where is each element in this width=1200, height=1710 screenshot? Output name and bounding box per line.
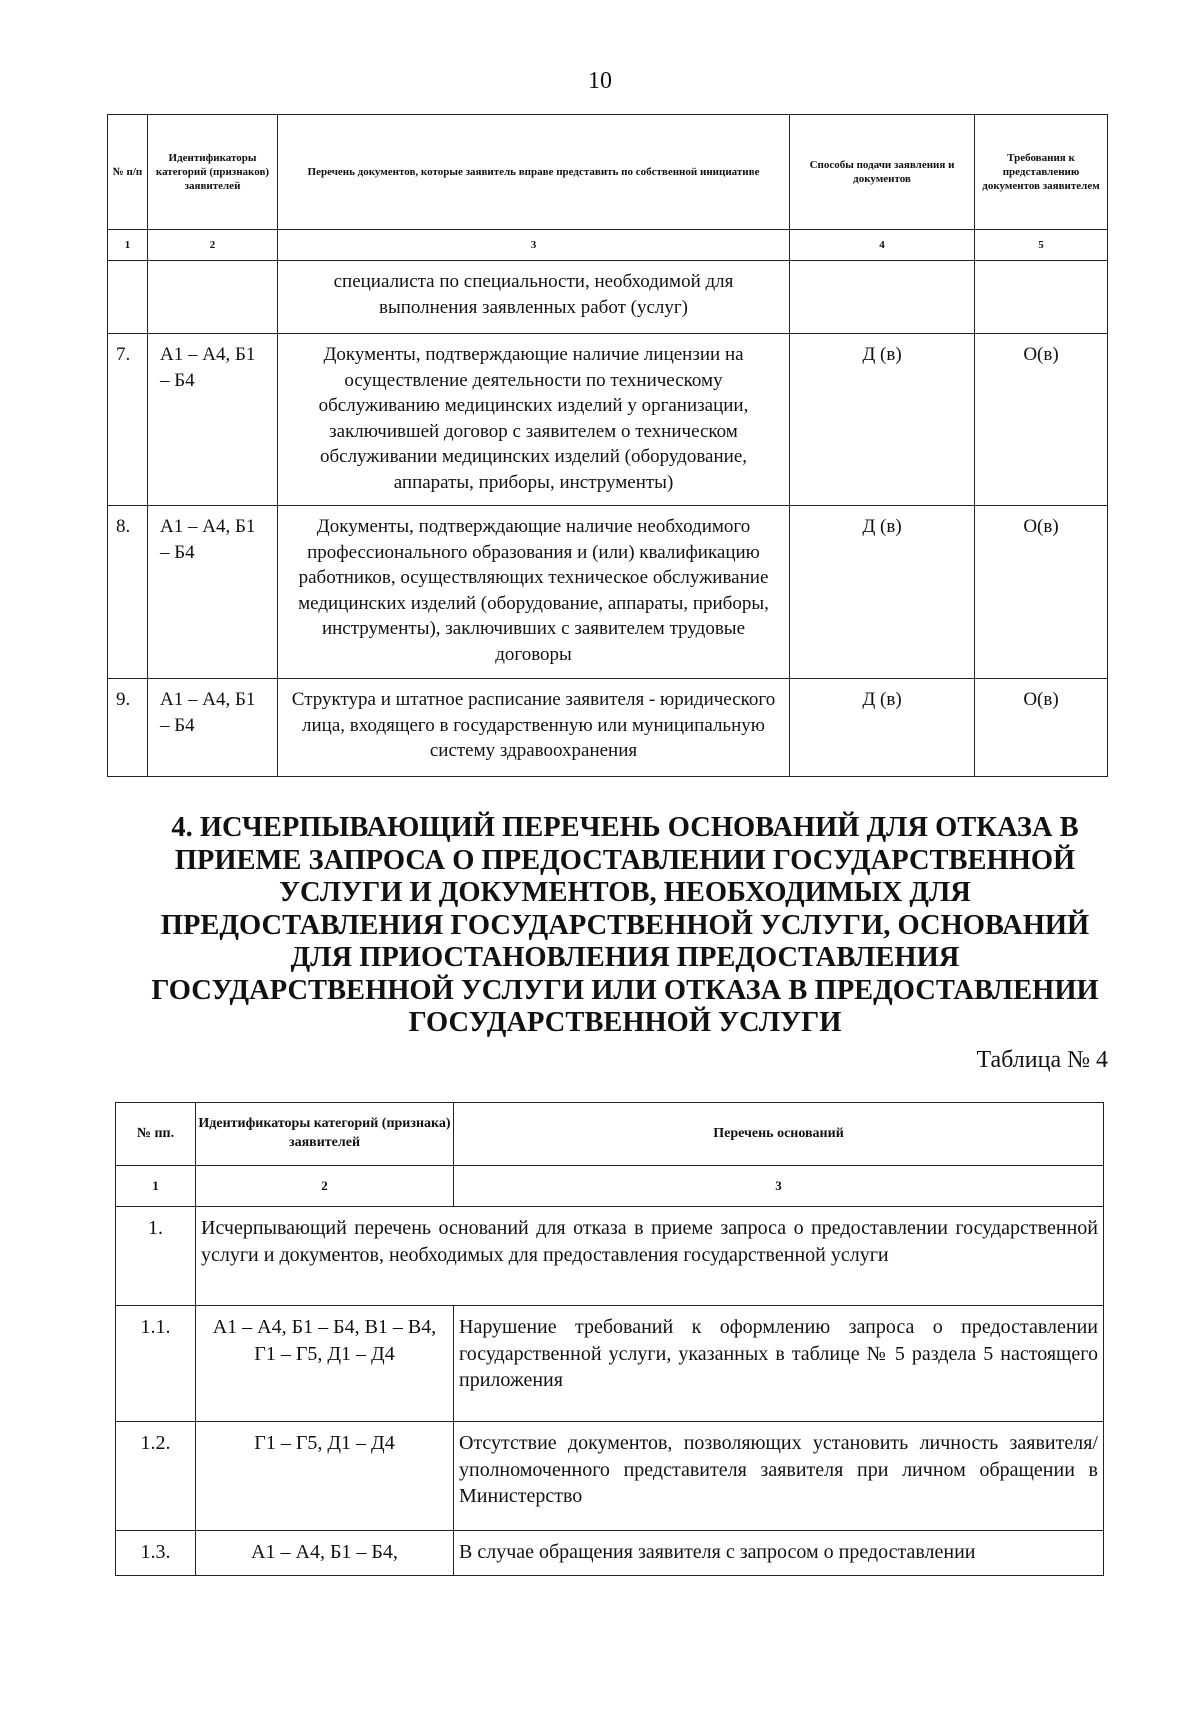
column-number: 3 (454, 1166, 1104, 1207)
table-row (108, 261, 1108, 334)
page-number: 10 (588, 68, 612, 94)
table-row (108, 506, 1108, 679)
row-document: специалиста по специальности, необходимой для выполнения заявленных работ (услуг) (278, 261, 790, 334)
row-num: 8. (108, 506, 148, 679)
header-grounds: Перечень оснований (454, 1103, 1104, 1166)
column-number: 4 (790, 230, 975, 261)
row-requirement (975, 261, 1108, 334)
row-text: Отсутствие документов, позволяющих установить личность заявителя/уполномоченного представителя заявителя при личном обращении в Министерство (454, 1422, 1104, 1531)
row-num: 9. (108, 679, 148, 777)
row-num: 1.1. (116, 1306, 196, 1422)
documents-table (107, 114, 1108, 777)
row-document: Структура и штатное расписание заявителя - юридического лица, входящего в государственную или муниципальную систему здравоохранения (278, 679, 790, 777)
column-number: 3 (278, 230, 790, 261)
row-method: Д (в) (790, 334, 975, 506)
column-number: 5 (975, 230, 1108, 261)
row-identifiers: А1 – А4, Б1 – Б4, В1 – В4, Г1 – Г5, Д1 – Д4 (196, 1306, 454, 1422)
table-caption: Таблица № 4 (976, 1047, 1108, 1073)
column-number: 1 (116, 1166, 196, 1207)
row-text: Нарушение требований к оформлению запроса о предоставлении государственной услуги, указанных в таблице № 5 раздела 5 настоящего приложения (454, 1306, 1104, 1422)
table-row (116, 1306, 1104, 1422)
row-num: 1.2. (116, 1422, 196, 1531)
grounds-table (115, 1102, 1104, 1576)
row-identifiers: А1 – А4, Б1 – Б4 (148, 506, 278, 679)
column-number: 2 (196, 1166, 454, 1207)
row-identifiers: А1 – А4, Б1 – Б4 (148, 679, 278, 777)
row-identifiers: А1 – А4, Б1 – Б4, (196, 1531, 454, 1576)
row-method (790, 261, 975, 334)
row-num: 1. (116, 1207, 196, 1306)
column-number-row (116, 1166, 1104, 1207)
header-identifiers: Идентификаторы категорий (признака) заявителей (196, 1103, 454, 1166)
row-requirement: О(в) (975, 334, 1108, 506)
header-num: № пп. (116, 1103, 196, 1166)
header-documents: Перечень документов, которые заявитель вправе представить по собственной инициативе (278, 115, 790, 230)
row-identifiers: Г1 – Г5, Д1 – Д4 (196, 1422, 454, 1531)
row-method: Д (в) (790, 679, 975, 777)
row-requirement: О(в) (975, 506, 1108, 679)
row-text: Исчерпывающий перечень оснований для отказа в приеме запроса о предоставлении государственной услуги и документов, необходимых для предоставления государственной услуги (196, 1207, 1104, 1306)
row-method: Д (в) (790, 506, 975, 679)
row-num: 1.3. (116, 1531, 196, 1576)
row-document: Документы, подтверждающие наличие необходимого профессионального образования и (или) квалификацию работников, осуществляющих техническое обслуживание медицинских изделий (оборудование, аппараты, приборы, инструменты), заключивших с заявителем трудовые договоры (278, 506, 790, 679)
header-num: № п/п (108, 115, 148, 230)
row-requirement: О(в) (975, 679, 1108, 777)
header-requirements: Требования к представлению документов заявителем (975, 115, 1108, 230)
row-num: 7. (108, 334, 148, 506)
column-number: 2 (148, 230, 278, 261)
table-header-row (108, 115, 1108, 230)
section-heading: 4. ИСЧЕРПЫВАЮЩИЙ ПЕРЕЧЕНЬ ОСНОВАНИЙ ДЛЯ ОТКАЗА В ПРИЕМЕ ЗАПРОСА О ПРЕДОСТАВЛЕНИИ ГОСУДАРСТВЕННОЙ УСЛУГИ И ДОКУМЕНТОВ, НЕОБХОДИМЫХ ДЛЯ ПРЕДОСТАВЛЕНИЯ ГОСУДАРСТВЕННОЙ УСЛУГИ, ОСНОВАНИЙ ДЛЯ ПРИОСТАНОВЛЕНИЯ ПРЕДОСТАВЛЕНИЯ ГОСУДАРСТВЕННОЙ УСЛУГИ ИЛИ ОТКАЗА В ПРЕДОСТАВЛЕНИИ ГОСУДАРСТВЕННОЙ УСЛУГИ (151, 812, 1099, 1038)
header-methods: Способы подачи заявления и документов (790, 115, 975, 230)
table-row (116, 1422, 1104, 1531)
row-text: В случае обращения заявителя с запросом о предоставлении (454, 1531, 1104, 1576)
table-header-row (116, 1103, 1104, 1166)
header-identifiers: Идентификаторы категорий (признаков) заявителей (148, 115, 278, 230)
table-row (108, 679, 1108, 777)
row-identifiers: А1 – А4, Б1 – Б4 (148, 334, 278, 506)
row-num (108, 261, 148, 334)
column-number: 1 (108, 230, 148, 261)
row-identifiers (148, 261, 278, 334)
table-row (116, 1207, 1104, 1306)
row-document: Документы, подтверждающие наличие лицензии на осуществление деятельности по техническому обслуживанию медицинских изделий у организации, заключившей договор с заявителем о техническом обслуживании медицинских изделий (оборудование, аппараты, приборы, инструменты) (278, 334, 790, 506)
table-row (108, 334, 1108, 506)
column-number-row (108, 230, 1108, 261)
table-row (116, 1531, 1104, 1576)
